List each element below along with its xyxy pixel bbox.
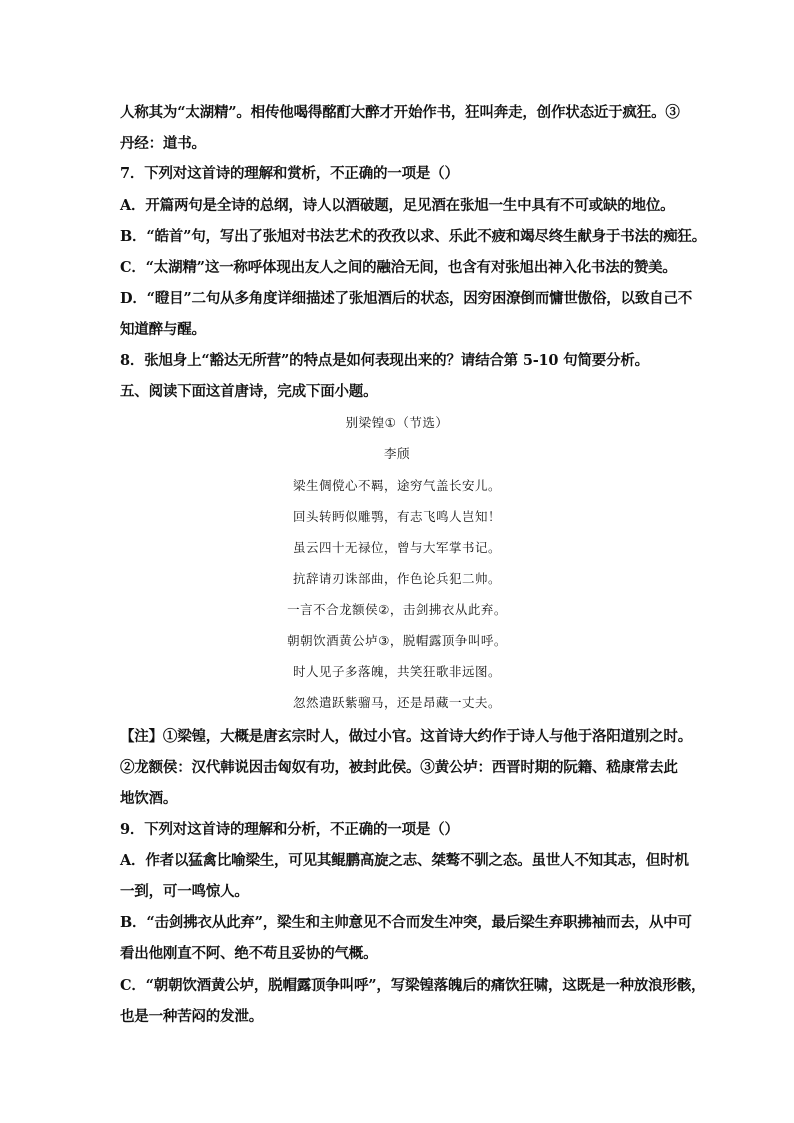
poem-verse: 抗辞请刃诛部曲，作色论兵犯二帅。 xyxy=(292,571,501,586)
poem-verse: 朝朝饮酒黄公垆③，脱帽露顶争叫呼。 xyxy=(287,633,507,648)
poem-verse: 虽云四十无禄位，曾与大军掌书记。 xyxy=(292,540,501,555)
question-7-option-a: A．开篇两句是全诗的总纲，诗人以酒破题，足见酒在张旭一生中具有不可或缺的地位。 xyxy=(120,197,675,214)
question-9-option-c: C．“朝朝饮酒黄公垆，脱帽露顶争叫呼”，写梁锽落魄后的痛饮狂啸，这既是一种放浪形骸， xyxy=(120,977,706,994)
question-9-option-b: B．“击剑拂衣从此弃”，梁生和主帅意见不合而发生冲突，最后梁生弃职拂袖而去，从中可 xyxy=(120,914,692,931)
poem-title: 别梁锽①（节选） xyxy=(345,415,449,430)
poem-notes-line-1: 【注】①梁锽，大概是唐玄宗时人，做过小官。这首诗大约作于诗人与他于洛阳道别之时。 xyxy=(120,728,692,745)
question-9-option-a: A．作者以猛禽比喻梁生，可见其鲲鹏高旋之志、桀骜不驯之态。虽世人不知其志，但时机 xyxy=(120,852,689,869)
question-7-option-b: B．“皓首”句，写出了张旭对书法艺术的孜孜以求、乐此不疲和竭尽终生献身于书法的痴狂。 xyxy=(120,228,707,245)
question-7-option-d: D．“瞪目”二句从多角度详细描述了张旭酒后的状态，因穷困潦倒而慵世傲俗，以致自己不 xyxy=(120,290,693,307)
poem-verse: 回头转眄似雕鹗，有志飞鸣人岂知！ xyxy=(292,509,501,524)
question-9: 9．下列对这首诗的理解和分析，不正确的一项是（） xyxy=(120,821,459,838)
question-7-option-c: C．“太湖精”这一称呼体现出友人之间的融洽无间，也含有对张旭出神入化书法的赞美。 xyxy=(120,259,677,276)
question-9-option-b-cont: 看出他刚直不阿、绝不苟且妥协的气概。 xyxy=(120,945,378,962)
question-7-option-d-cont: 知道醉与醒。 xyxy=(120,321,206,338)
question-8: 8．张旭身上“豁达无所营”的特点是如何表现出来的？请结合第 5-10 句简要分析。 xyxy=(120,352,649,369)
question-9-option-a-cont: 一到，可一鸣惊人。 xyxy=(120,883,249,900)
poem-author: 李颀 xyxy=(383,446,410,461)
section-five-heading: 五、阅读下面这首唐诗，完成下面小题。 xyxy=(120,383,378,400)
poem-notes-line-3: 地饮酒。 xyxy=(120,790,178,807)
poem-verse: 时人见子多落魄，共笑狂歌非远图。 xyxy=(292,664,501,679)
poem-verse: 梁生倜傥心不羁，途穷气盖长安儿。 xyxy=(292,478,501,493)
poem-verse: 忽然遣跃紫骝马，还是昂藏一丈夫。 xyxy=(292,695,501,710)
poem-verse: 一言不合龙额侯②，击剑拂衣从此弃。 xyxy=(287,602,507,617)
poem-notes-line-2: ②龙额侯：汉代韩说因击匈奴有功，被封此侯。③黄公垆：西晋时期的阮籍、嵇康常去此 xyxy=(120,759,678,776)
question-7: 7．下列对这首诗的理解和赏析，不正确的一项是（） xyxy=(120,165,459,182)
text-line-2: 丹经：道书。 xyxy=(120,135,206,152)
question-9-option-c-cont: 也是一种苦闷的发泄。 xyxy=(120,1008,263,1025)
text-line-1: 人称其为“太湖精”。相传他喝得酩酊大醉才开始作书，狂叫奔走，创作状态近于疯狂。③ xyxy=(120,104,680,121)
